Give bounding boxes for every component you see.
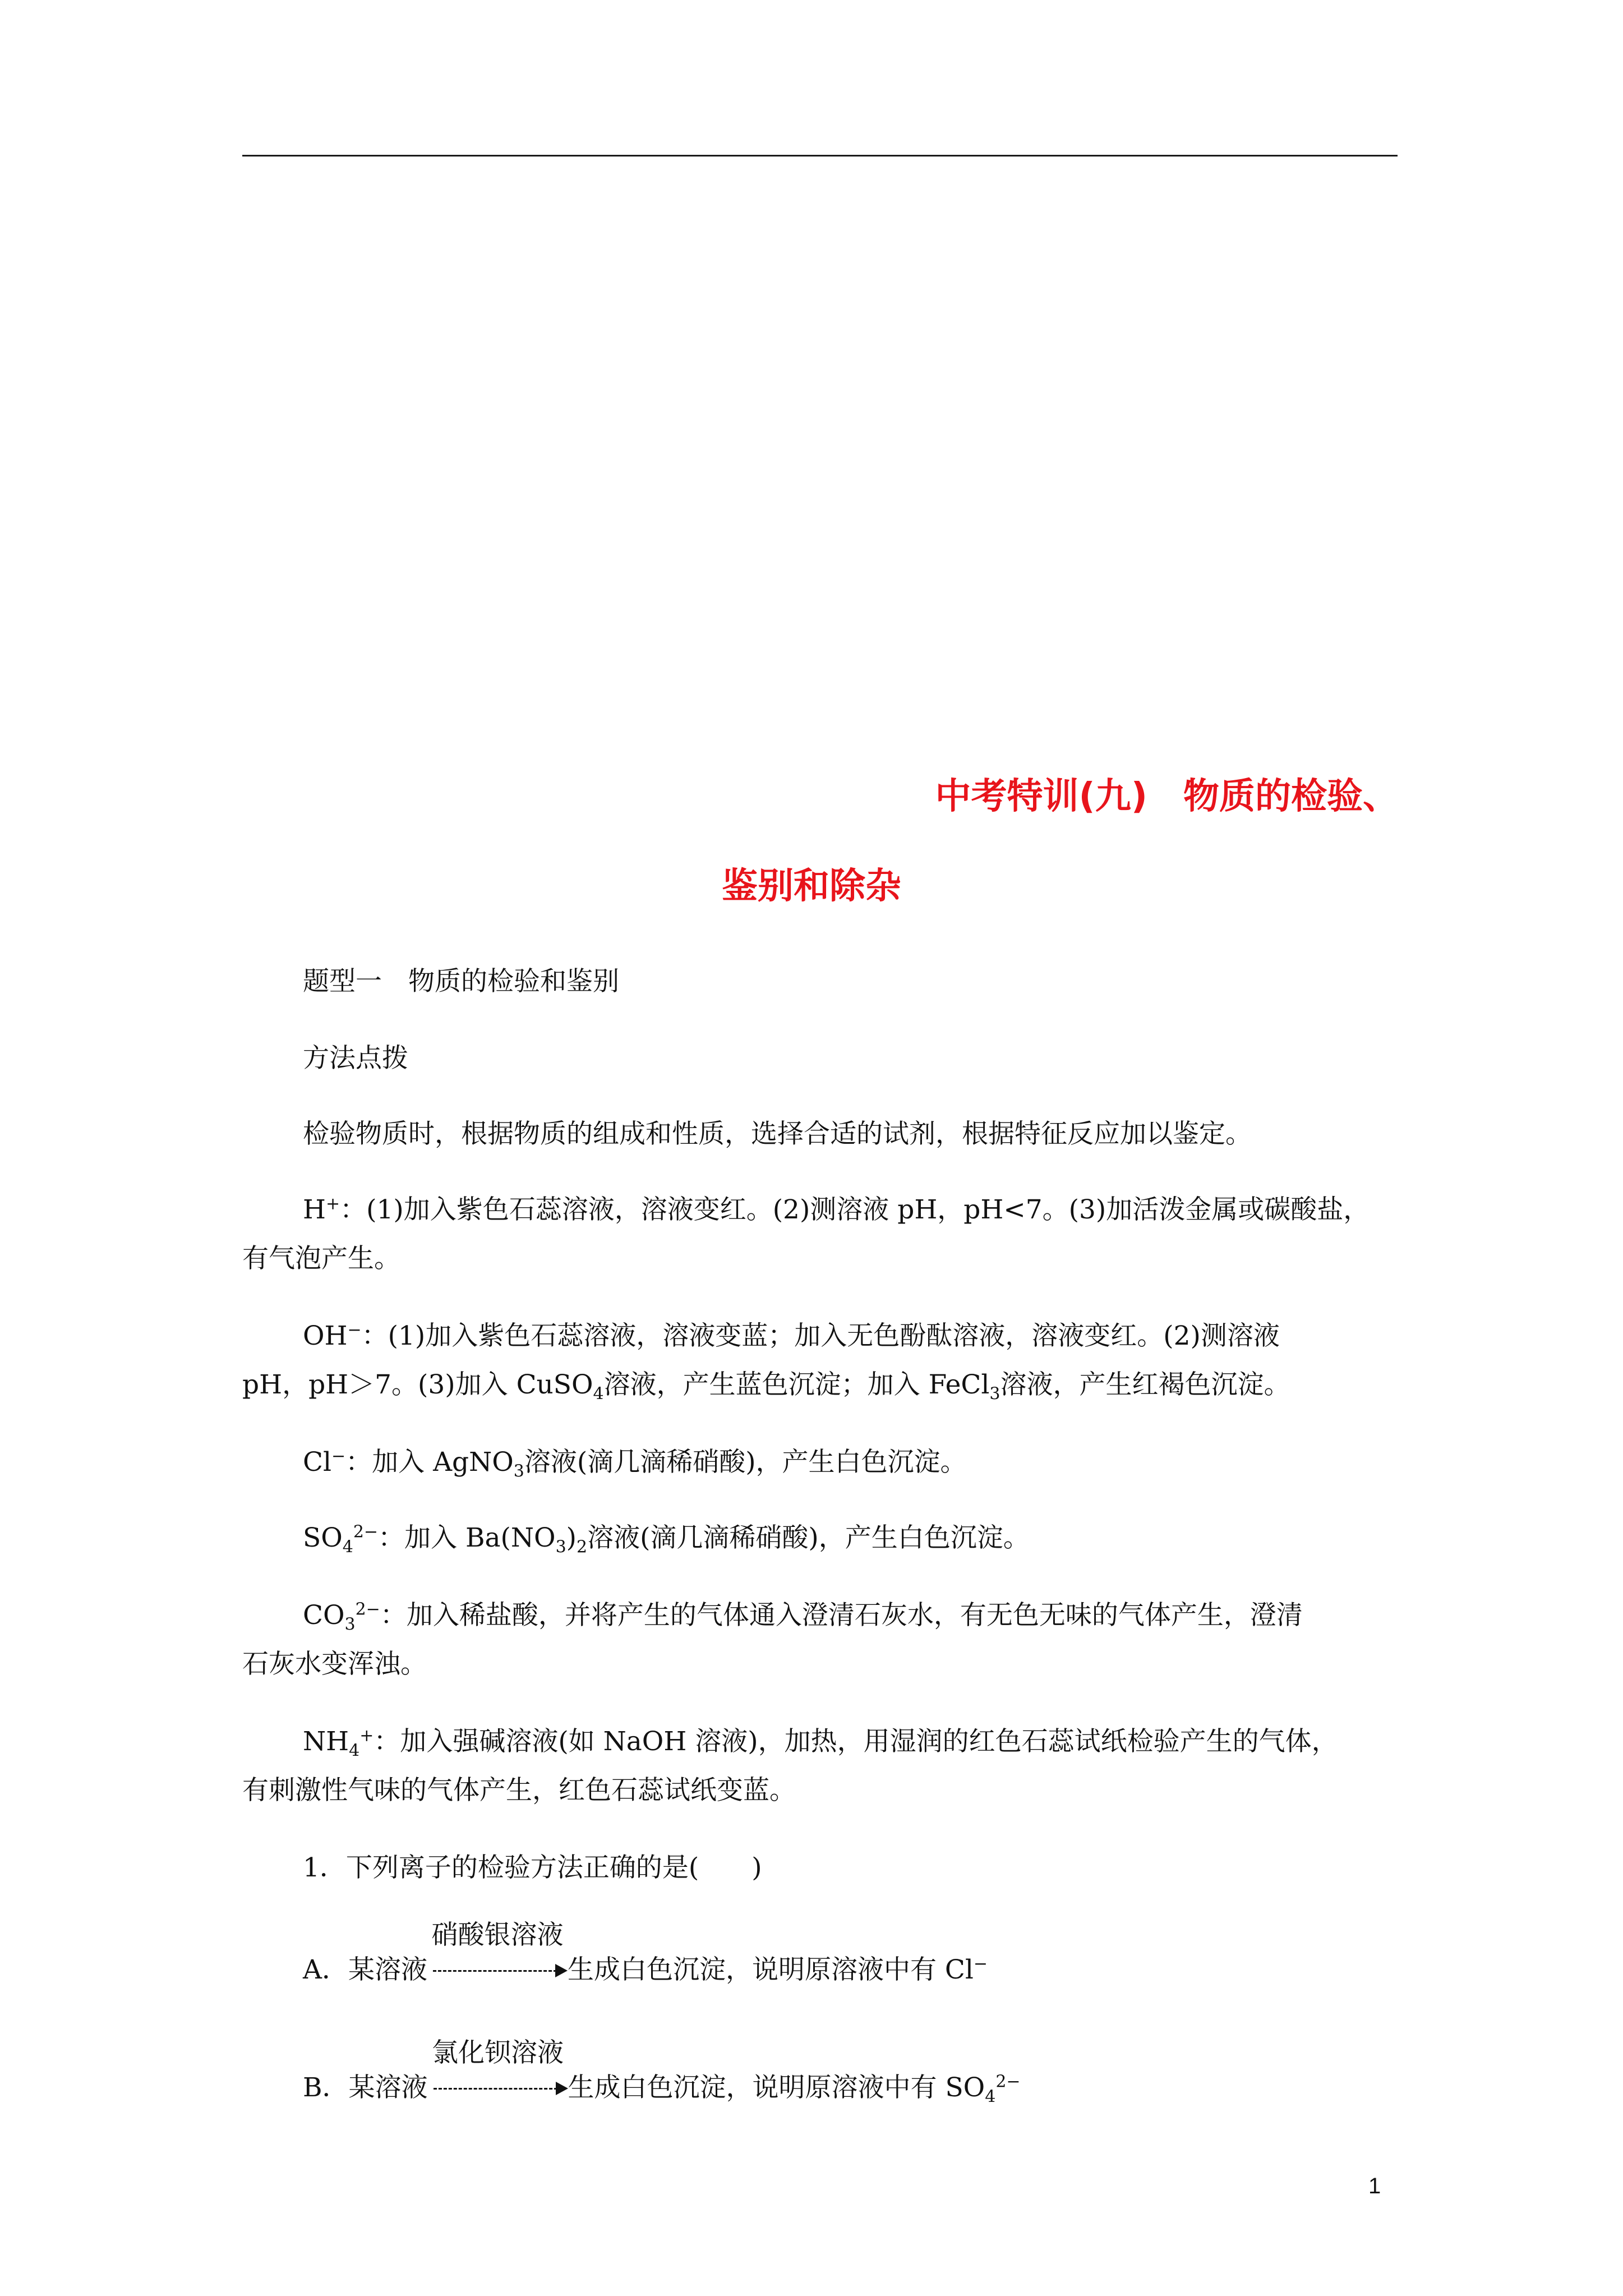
- option-b: [303, 2037, 1021, 2107]
- ion-so4-symbol: SO: [303, 1522, 343, 1553]
- ion-h-text: ：(1)加入紫色石蕊溶液，溶液变红。(2)测溶液 pH，pH<7。(3)加活泼金属或碳酸盐，: [340, 1194, 1370, 1225]
- ion-co3-symbol: CO: [303, 1600, 345, 1631]
- reaction-arrow: [427, 1920, 568, 1988]
- ion-nh4-line1: [303, 1724, 1338, 1760]
- ion-oh-text2c: 溶液，产生红褐色沉淀。: [1000, 1369, 1290, 1400]
- ion-so4-line: [303, 1520, 1030, 1556]
- page-number: 1: [1368, 2174, 1381, 2198]
- ion-so4-text-mid: ): [566, 1522, 577, 1553]
- arrow-line: [434, 2088, 562, 2090]
- option-a-charge: −: [973, 1954, 988, 1974]
- ion-co3-line2: 石灰水变浑浊。: [242, 1649, 427, 1680]
- ion-so4-charge: 2−: [353, 1522, 379, 1542]
- ion-oh-sub1: 4: [593, 1384, 604, 1404]
- intro-paragraph: 检验物质时，根据物质的组成和性质，选择合适的试剂，根据特征反应加以鉴定。: [303, 1119, 1252, 1149]
- option-b-text: 生成白色沉淀，说明原溶液中有 SO: [568, 2072, 985, 2103]
- ion-nh4-charge: +: [359, 1726, 374, 1746]
- ion-oh-text2b: 溶液，产生蓝色沉淀；加入 FeCl: [603, 1369, 990, 1400]
- page-title-line1: 中考特训(九) 物质的检验、: [935, 776, 1399, 817]
- option-b-prefix: B．某溶液: [303, 2072, 428, 2103]
- ion-h-line1: [303, 1192, 1370, 1228]
- option-a-reagent: 硝酸银溶液: [431, 1920, 564, 1950]
- ion-cl-text-b: 溶液(滴几滴稀硝酸)，产生白色沉淀。: [524, 1447, 967, 1478]
- option-a: [303, 1920, 988, 1988]
- section-heading: 题型一 物质的检验和鉴别: [303, 966, 619, 997]
- ion-co3-charge: 2−: [355, 1599, 380, 1619]
- ion-nh4-symbol: NH: [303, 1726, 349, 1757]
- ion-so4-text-a: ：加入 Ba(NO: [378, 1522, 556, 1553]
- ion-nh4-line2: 有刺激性气味的气体产生，红色石蕊试纸变蓝。: [242, 1775, 796, 1806]
- option-b-charge: 2−: [995, 2072, 1021, 2092]
- question-stem: 1．下列离子的检验方法正确的是( ): [303, 1852, 762, 1883]
- ion-oh-sub2: 3: [989, 1384, 1000, 1404]
- ion-oh-charge: −: [347, 1320, 362, 1340]
- ion-cl-line: [303, 1444, 967, 1480]
- ion-so4-sub3: 2: [577, 1537, 588, 1557]
- reaction-arrow: [428, 2037, 568, 2106]
- ion-oh-text: ：(1)加入紫色石蕊溶液，溶液变蓝；加入无色酚酞溶液，溶液变红。(2)测溶液: [361, 1320, 1280, 1351]
- arrow-head-icon: [556, 2082, 568, 2095]
- option-a-prefix: A．某溶液: [303, 1954, 427, 1985]
- ion-h-symbol: H: [303, 1194, 326, 1225]
- ion-nh4-text: ：加入强碱溶液(如 NaOH 溶液)，加热，用湿润的红色石蕊试纸检验产生的气体，: [374, 1726, 1338, 1757]
- ion-co3-sub: 3: [344, 1614, 356, 1635]
- option-a-text: 生成白色沉淀，说明原溶液中有 Cl: [567, 1954, 974, 1985]
- arrow-line: [433, 1970, 562, 1972]
- ion-oh-text2a: pH，pH＞7。(3)加入 CuSO: [242, 1369, 593, 1400]
- ion-oh-line2: [242, 1367, 1290, 1403]
- ion-nh4-sub: 4: [349, 1741, 360, 1761]
- ion-cl-text-a: ：加入 AgNO: [345, 1447, 514, 1478]
- ion-so4-text-b: 溶液(滴几滴稀硝酸)，产生白色沉淀。: [587, 1522, 1030, 1553]
- page-title-line2: 鉴别和除杂: [722, 866, 901, 907]
- ion-co3-line1: [303, 1598, 1303, 1634]
- header-rule: [242, 155, 1398, 157]
- ion-cl-charge: −: [331, 1446, 346, 1466]
- ion-oh-line1: [303, 1318, 1280, 1354]
- ion-co3-text: ：加入稀盐酸，并将产生的气体通入澄清石灰水，有无色无味的气体产生，澄清: [380, 1600, 1303, 1631]
- ion-cl-sub: 3: [513, 1461, 524, 1481]
- ion-cl-symbol: Cl: [303, 1447, 331, 1478]
- option-b-sub: 4: [985, 2087, 996, 2107]
- arrow-head-icon: [555, 1964, 568, 1977]
- ion-so4-sub: 4: [342, 1537, 353, 1557]
- method-label: 方法点拨: [303, 1043, 408, 1074]
- ion-h-line2: 有气泡产生。: [242, 1243, 400, 1274]
- option-b-reagent: 氯化钡溶液: [432, 2037, 564, 2068]
- ion-h-charge: +: [326, 1194, 340, 1214]
- ion-oh-symbol: OH: [303, 1320, 348, 1351]
- ion-so4-sub2: 3: [555, 1537, 566, 1557]
